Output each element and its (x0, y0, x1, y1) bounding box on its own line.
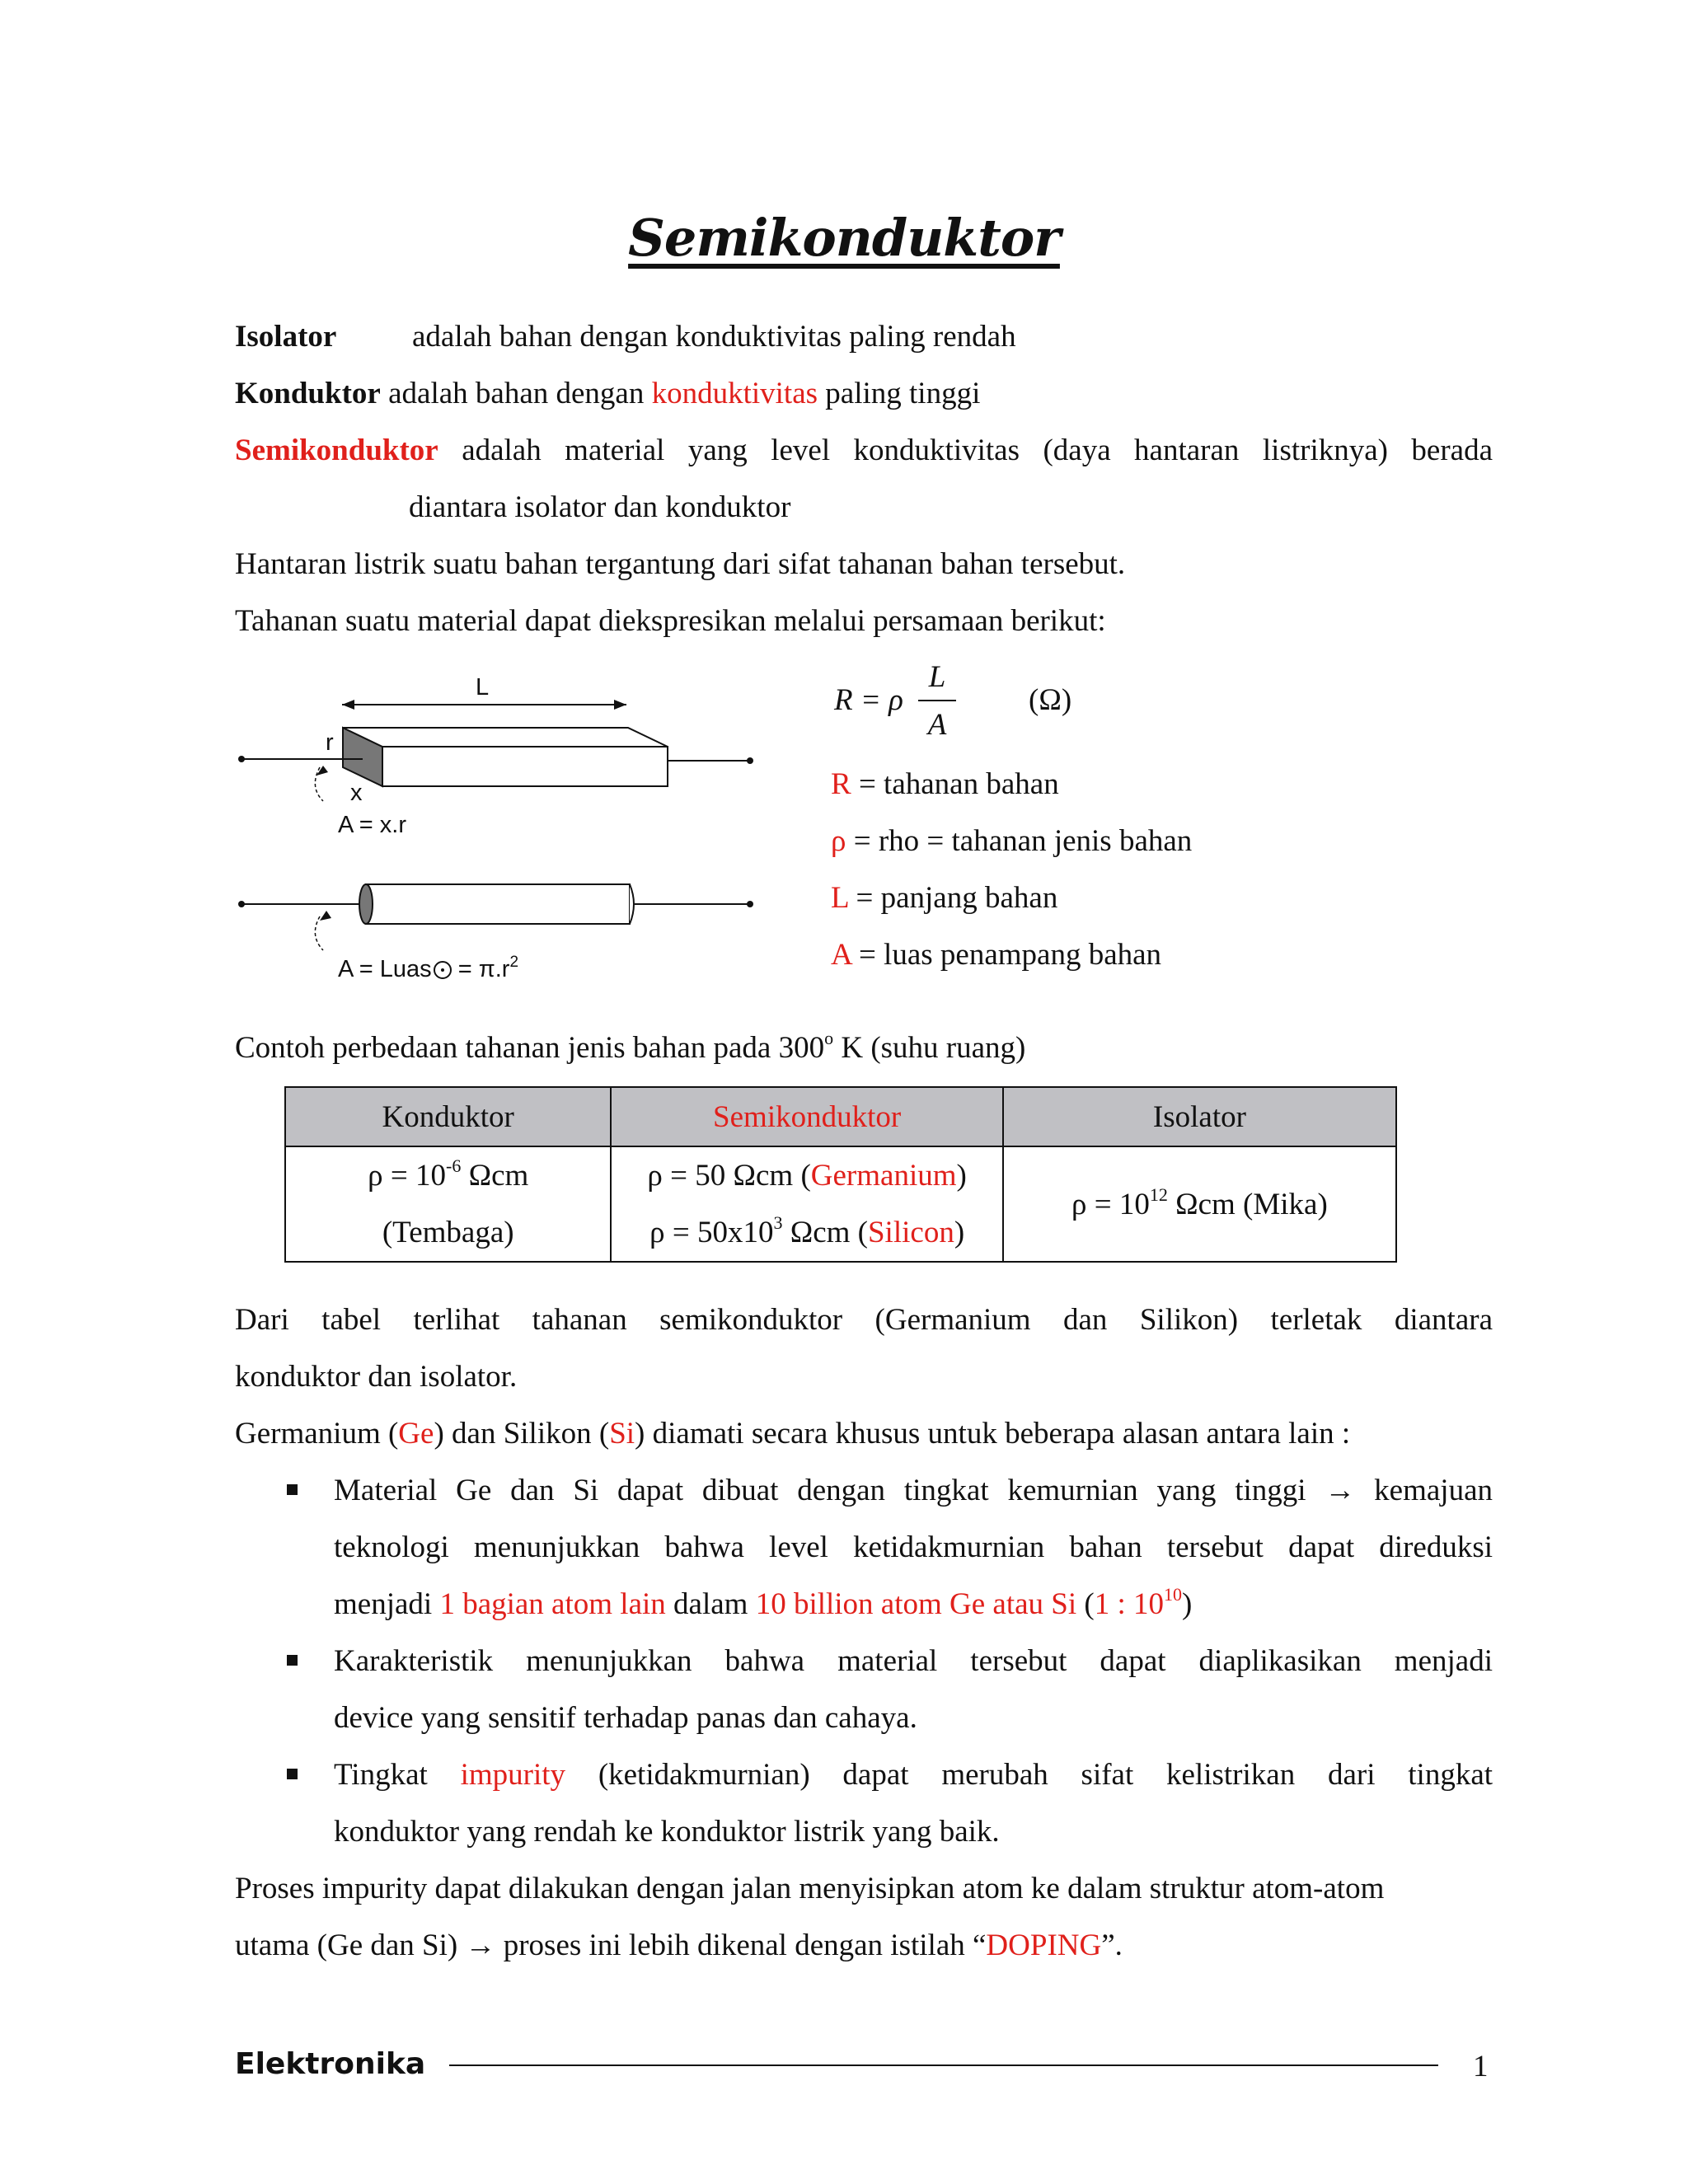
table-row (285, 1146, 1396, 1262)
bullet-3-line-1: Tingkat impurity (ketidakmurnian) dapat merubah sifat kelistrikan dari tingkat (334, 1758, 1493, 1792)
label-length: L (476, 674, 490, 701)
arrowhead-right (614, 700, 626, 710)
formula-numerator: L (928, 660, 946, 694)
term-isolator: Isolator (235, 320, 337, 354)
term-semikonduktor: Semikonduktor (235, 434, 438, 467)
footer-rule (449, 2064, 1438, 2066)
paragraph-1-line-2: konduktor dan isolator. (235, 1360, 518, 1394)
resistor-diagram (231, 663, 775, 1001)
intro-line-1: Hantaran listrik suatu bahan tergantung dari sifat tahanan bahan tersebut. (235, 547, 1126, 581)
cylinder-end (359, 884, 373, 924)
cyl-terminal-right (747, 901, 753, 907)
definition-isolator (235, 321, 336, 352)
footer-label: Elektronika (235, 2047, 426, 2081)
legend-l: L = panjang bahan (831, 881, 1058, 915)
terminal-right (747, 757, 753, 764)
bar-front-face (382, 747, 668, 786)
page-title: Semikonduktor (628, 208, 1060, 268)
arrowhead-left (342, 700, 354, 710)
formula-unit: (Ω) (1029, 683, 1072, 717)
semikonduktor-text-2: diantara isolator dan konduktor (409, 490, 791, 524)
cylinder-body (366, 884, 630, 924)
bullet-3-line-2: konduktor yang rendah ke konduktor listrik yang baik. (334, 1815, 1000, 1849)
bullet-marker-2 (287, 1655, 298, 1666)
table-header-row (285, 1087, 1396, 1146)
definition-konduktor (235, 378, 980, 409)
legend-r: R = tahanan bahan (831, 767, 1059, 801)
bar-top-face (343, 728, 668, 747)
paragraph-2: Germanium (Ge) dan Silikon (Si) diamati secara khusus untuk beberapa alasan antara lain : (235, 1417, 1351, 1451)
bullet-marker-3 (287, 1769, 298, 1779)
semikonduktor-text-1: adalah material yang level konduktivitas (daya hantaran listriknya) berada (462, 434, 1493, 467)
cell-isolator: $\rho = 10^{12}$ Ωcm (Mika) (1003, 1146, 1396, 1262)
konduktor-text-2: paling tinggi (825, 377, 981, 410)
terminal-left (238, 756, 245, 762)
header-isolator: Isolator (1003, 1087, 1396, 1146)
konduktor-text-highlight: konduktivitas (651, 377, 818, 410)
definition-isolator-text: adalah bahan dengan konduktivitas paling rendah (412, 320, 1016, 354)
circle-dot-icon (434, 961, 452, 979)
pointer-curve-cyl (315, 916, 323, 950)
intro-line-2: Tahanan suatu material dapat diekspresikan melalui persamaan berikut: (235, 604, 1106, 638)
cell-semikonduktor: ρ = 50 Ωcm (Germanium) $\rho = 50x10^3$ Ωcm (Silicon) (611, 1146, 1002, 1262)
label-x: x (350, 780, 363, 806)
term-konduktor: Konduktor (235, 377, 381, 410)
resistivity-table (284, 1086, 1397, 1263)
formula-lhs: R = ρ (834, 683, 903, 717)
header-konduktor: Konduktor (285, 1087, 611, 1146)
bullet-2-line-1: Karakteristik menunjukkan bahwa material tersebut dapat diaplikasikan menjadi (334, 1644, 1493, 1678)
label-area-circle: A = Luas = $\pi.r^2$ (338, 954, 519, 982)
definition-semikonduktor (235, 435, 1493, 466)
label-r: r (326, 729, 334, 756)
bullet-1-line-1: Material Ge dan Si dapat dibuat dengan tingkat kemurnian yang tinggi → kemajuan (334, 1474, 1493, 1507)
legend-a: A = luas penampang bahan (831, 938, 1162, 972)
closing-line-2: utama (Ge dan Si) → proses ini lebih dikenal dengan istilah “DOPING”. (235, 1929, 1123, 1962)
formula-fraction-bar (918, 700, 956, 701)
page-number: 1 (1473, 2050, 1489, 2083)
label-area-rect: A = x.r (338, 812, 407, 838)
bullet-1-line-3: menjadi 1 bagian atom lain dalam 10 billion atom Ge atau Si (1 : $10^{10}$) (334, 1584, 1193, 1621)
bullet-1-line-2: teknologi menunjukkan bahwa level ketidakmurnian bahan tersebut dapat direduksi (334, 1530, 1493, 1564)
closing-line-1: Proses impurity dapat dilakukan dengan jalan menyisipkan atom ke dalam struktur atom-atom (235, 1872, 1385, 1905)
formula-denominator: A (927, 708, 947, 742)
bullet-marker-1 (287, 1484, 298, 1495)
example-caption: Contoh perbedaan tahanan jenis bahan pada 300$^o$ K (suhu ruang) (235, 1028, 1026, 1065)
header-semikonduktor: Semikonduktor (611, 1087, 1002, 1146)
legend-rho: ρ = rho = tahanan jenis bahan (831, 824, 1193, 858)
konduktor-text-1: adalah bahan dengan (388, 377, 645, 410)
cyl-terminal-left (238, 901, 245, 907)
bullet-2-line-2: device yang sensitif terhadap panas dan cahaya. (334, 1701, 917, 1735)
cell-konduktor: $\rho = 10^{-6}$ Ωcm (Tembaga) (285, 1146, 611, 1262)
paragraph-1-line-1: Dari tabel terlihat tahanan semikonduktor (Germanium dan Silikon) terletak diantara (235, 1303, 1493, 1337)
